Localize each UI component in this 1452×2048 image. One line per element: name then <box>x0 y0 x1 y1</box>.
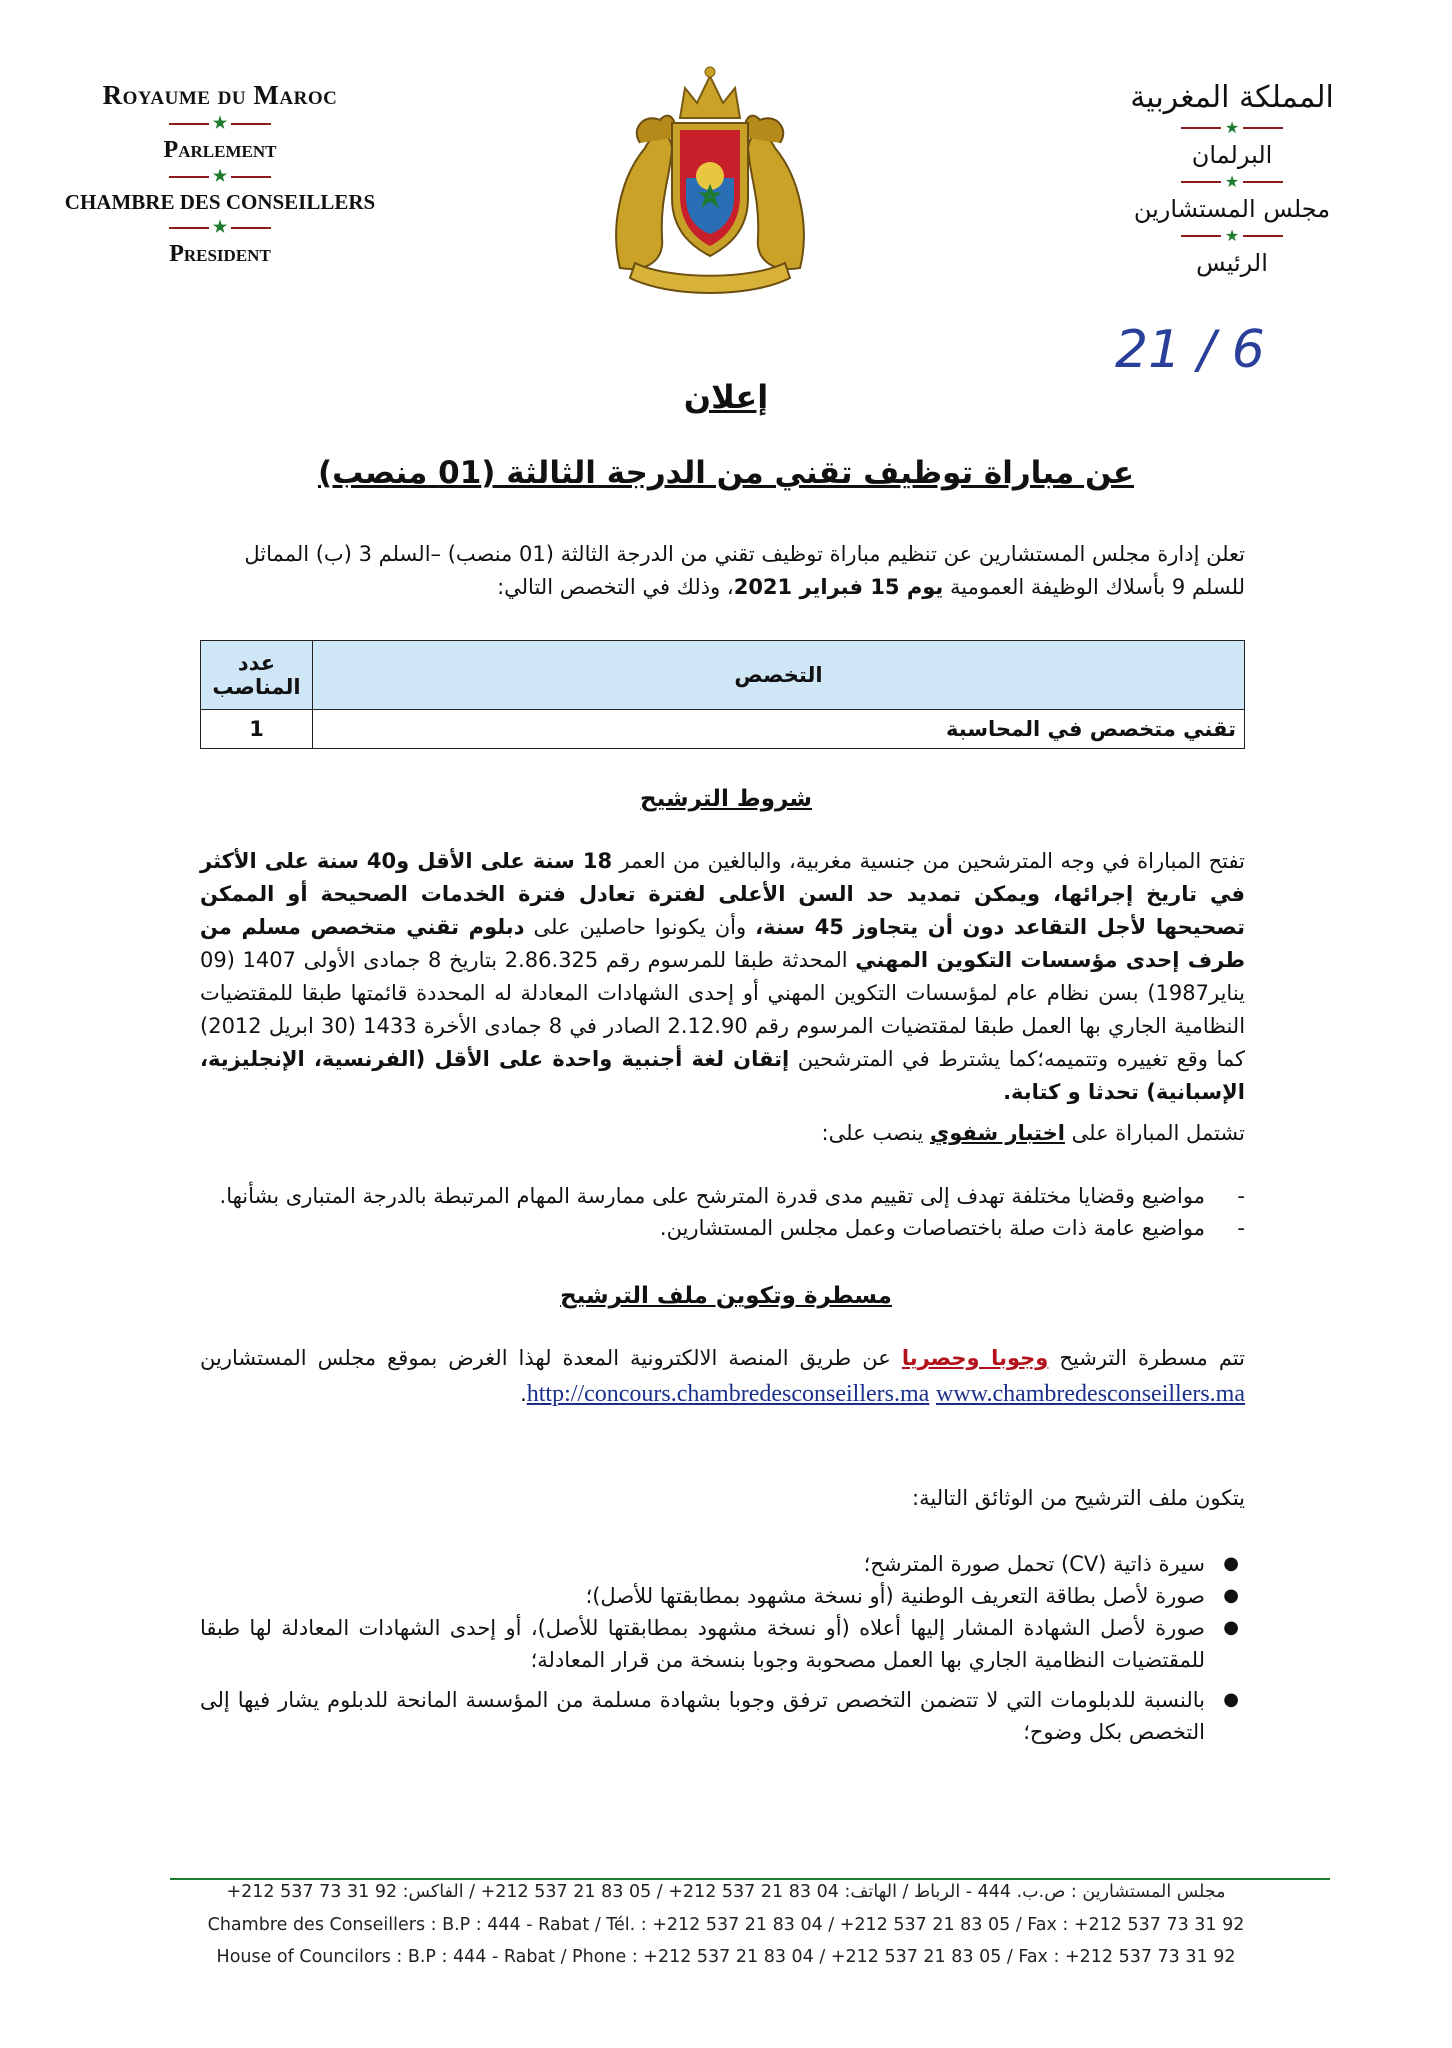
header-separator <box>1072 117 1392 139</box>
header-separator <box>1072 225 1392 247</box>
exam-date: يوم 15 فبراير 2021 <box>733 575 944 599</box>
header-ar-kingdom: المملكة المغربية <box>1130 80 1334 115</box>
table-cell-specialty: تقني متخصص في المحاسبة <box>313 710 1245 749</box>
handwritten-reference: 21 / 6 <box>1115 320 1265 380</box>
footer-divider <box>170 1878 1330 1880</box>
header-separator <box>1072 171 1392 193</box>
footer-english: House of Councilors : B.P : 444 - Rabat / Phone : +212 537 21 83 04 / +212 537 21 83 05 / Fax : +212 537 73 31 92 <box>216 1947 1236 1967</box>
header-fr-chamber: CHAMBRE DES CONSEILLERS <box>64 190 376 214</box>
documents-list <box>200 1548 1245 1748</box>
exam-topics-list <box>200 1180 1245 1244</box>
star-icon: ★ <box>1224 118 1240 137</box>
file-paragraph: تتم مسطرة الترشيح وجوبا وحصريا عن طريق المنصة الالكترونية المعدة لهذا الغرض بموقع مجلس المستشارين http://concours.chambredesconseillers.ma www.chambredesconseillers.ma. <box>200 1346 1245 1407</box>
table-cell-count: 1 <box>201 710 313 749</box>
header-separator <box>60 113 380 135</box>
list-item: ● صورة لأصل الشهادة المشار إليها أعلاه (أو نسخة مشهود بمطابقتها للأصل)، أو إحدى الشهادات المعادلة لها طبقا للمقتضيات النظامية الجاري بها العمل مصحوبة وجوبا بنسخة من قرار المعادلة؛ <box>200 1616 1239 1672</box>
header-arabic <box>1072 80 1392 277</box>
header-ar-parliament: البرلمان <box>1191 141 1273 169</box>
table-header-specialty: التخصص <box>313 641 1245 710</box>
header-ar-chamber: مجلس المستشارين <box>1133 195 1331 223</box>
mandatory-emphasis: وجوبا وحصريا <box>901 1346 1049 1370</box>
list-item: ● صورة لأصل بطاقة التعريف الوطنية (أو نسخة مشهود بمطابقتها للأصل)؛ <box>585 1584 1239 1608</box>
header-ar-president: الرئيس <box>1196 249 1268 277</box>
star-icon: ★ <box>212 168 228 185</box>
intro-paragraph: تعلن إدارة مجلس المستشارين عن تنظيم مباراة توظيف تقني من الدرجة الثالثة (01 منصب) –السلم 3 (ب) المماثل للسلم 9 بأسلاك الوظيفة العمومية يوم 15 فبراير 2021، وذلك في التخصص التالي: <box>244 542 1245 599</box>
star-icon: ★ <box>212 219 228 236</box>
exam-intro: تشتمل المباراة على اختبار شفوي ينصب على: <box>821 1121 1245 1145</box>
chamber-website-link[interactable]: www.chambredesconseillers.ma <box>936 1381 1245 1407</box>
footer-french: Chambre des Conseillers : B.P : 444 - Rabat / Tél. : +212 537 21 83 04 / +212 537 21 83 05 / Fax : +212 537 73 31 92 <box>207 1915 1245 1935</box>
table-row <box>201 710 1245 749</box>
list-item: - مواضيع عامة ذات صلة باختصاصات وعمل مجلس المستشارين. <box>659 1216 1245 1240</box>
section-title-conditions: شروط الترشيح <box>640 786 812 812</box>
documents-intro: يتكون ملف الترشيح من الوثائق التالية: <box>912 1486 1245 1510</box>
header-separator <box>60 166 380 188</box>
announcement-title: إعلان <box>683 378 769 416</box>
star-icon: ★ <box>1224 226 1240 245</box>
footer-arabic: مجلس المستشارين : ص.ب. 444 - الرباط / الهاتف: 04 83 21 537 212+ / 05 83 21 537 212+ / الفاكس: 92 31 73 537 212+ <box>226 1882 1226 1902</box>
list-item: - مواضيع وقضايا مختلفة تهدف إلى تقييم مدى قدرة المترشح على ممارسة المهام المرتبطة بالدرجة المتبارى بشأنها. <box>219 1184 1245 1208</box>
conditions-paragraph: تفتح المباراة في وجه المترشحين من جنسية مغربية، والبالغين من العمر 18 سنة على الأقل و40 سنة على الأكثر في تاريخ إجرائها، ويمكن تمديد حد السن الأعلى لفترة تعادل فترة الخدمات الصحيحة أو الممكن تصحيحها لأجل التقاعد دون أن يتجاوز 45 سنة، وأن يكونوا حاصلين على دبلوم تقني متخصص مسلم من طرف إحدى مؤسسات التكوين المهني المحدثة طبقا للمرسوم رقم 2.86.325 بتاريخ 8 جمادى الأولى 1407 (09 يناير1987) بسن نظام عام لمؤسسات التكوين المهني أو إحدى الشهادات المعادلة له المحددة قائمتها طبقا للمقتضيات النظامية الجاري بها العمل طبقا لمقتضيات المرسوم رقم 2.12.90 الصادر في 8 جمادى الأخرة 1433 (30 ابريل 2012) كما وقع تغييره وتتميمه؛كما يشترط في المترشحين إتقان لغة أجنبية واحدة على الأقل (الفرنسية، الإنجليزية، الإسبانية) تحدثا و كتابة. <box>200 849 1246 1104</box>
specialty-table <box>200 640 1245 749</box>
header-fr-parliament: Parlement <box>163 137 277 163</box>
header-separator <box>60 217 380 239</box>
star-icon: ★ <box>212 115 228 132</box>
list-item: ● بالنسبة للدبلومات التي لا تتضمن التخصص ترفق وجوبا بشهادة مسلمة من المؤسسة المانحة للدبلوم يشار فيها إلى التخصص بكل وضوح؛ <box>200 1688 1239 1744</box>
header-french <box>60 80 380 268</box>
announcement-subtitle: عن مباراة توظيف تقني من الدرجة الثالثة (01 منصب) <box>317 455 1135 491</box>
star-icon: ★ <box>1224 172 1240 191</box>
concours-platform-link[interactable]: http://concours.chambredesconseillers.ma <box>526 1381 930 1407</box>
section-title-file: مسطرة وتكوين ملف الترشيح <box>560 1283 892 1309</box>
header-fr-kingdom: Royaume du Maroc <box>102 80 338 110</box>
table-header-count: عدد المناصب <box>201 641 313 710</box>
header-fr-president: President <box>169 241 271 267</box>
moroccan-royal-coat-of-arms-icon <box>600 48 820 308</box>
list-item: ● سيرة ذاتية (CV) تحمل صورة المترشح؛ <box>863 1552 1239 1576</box>
